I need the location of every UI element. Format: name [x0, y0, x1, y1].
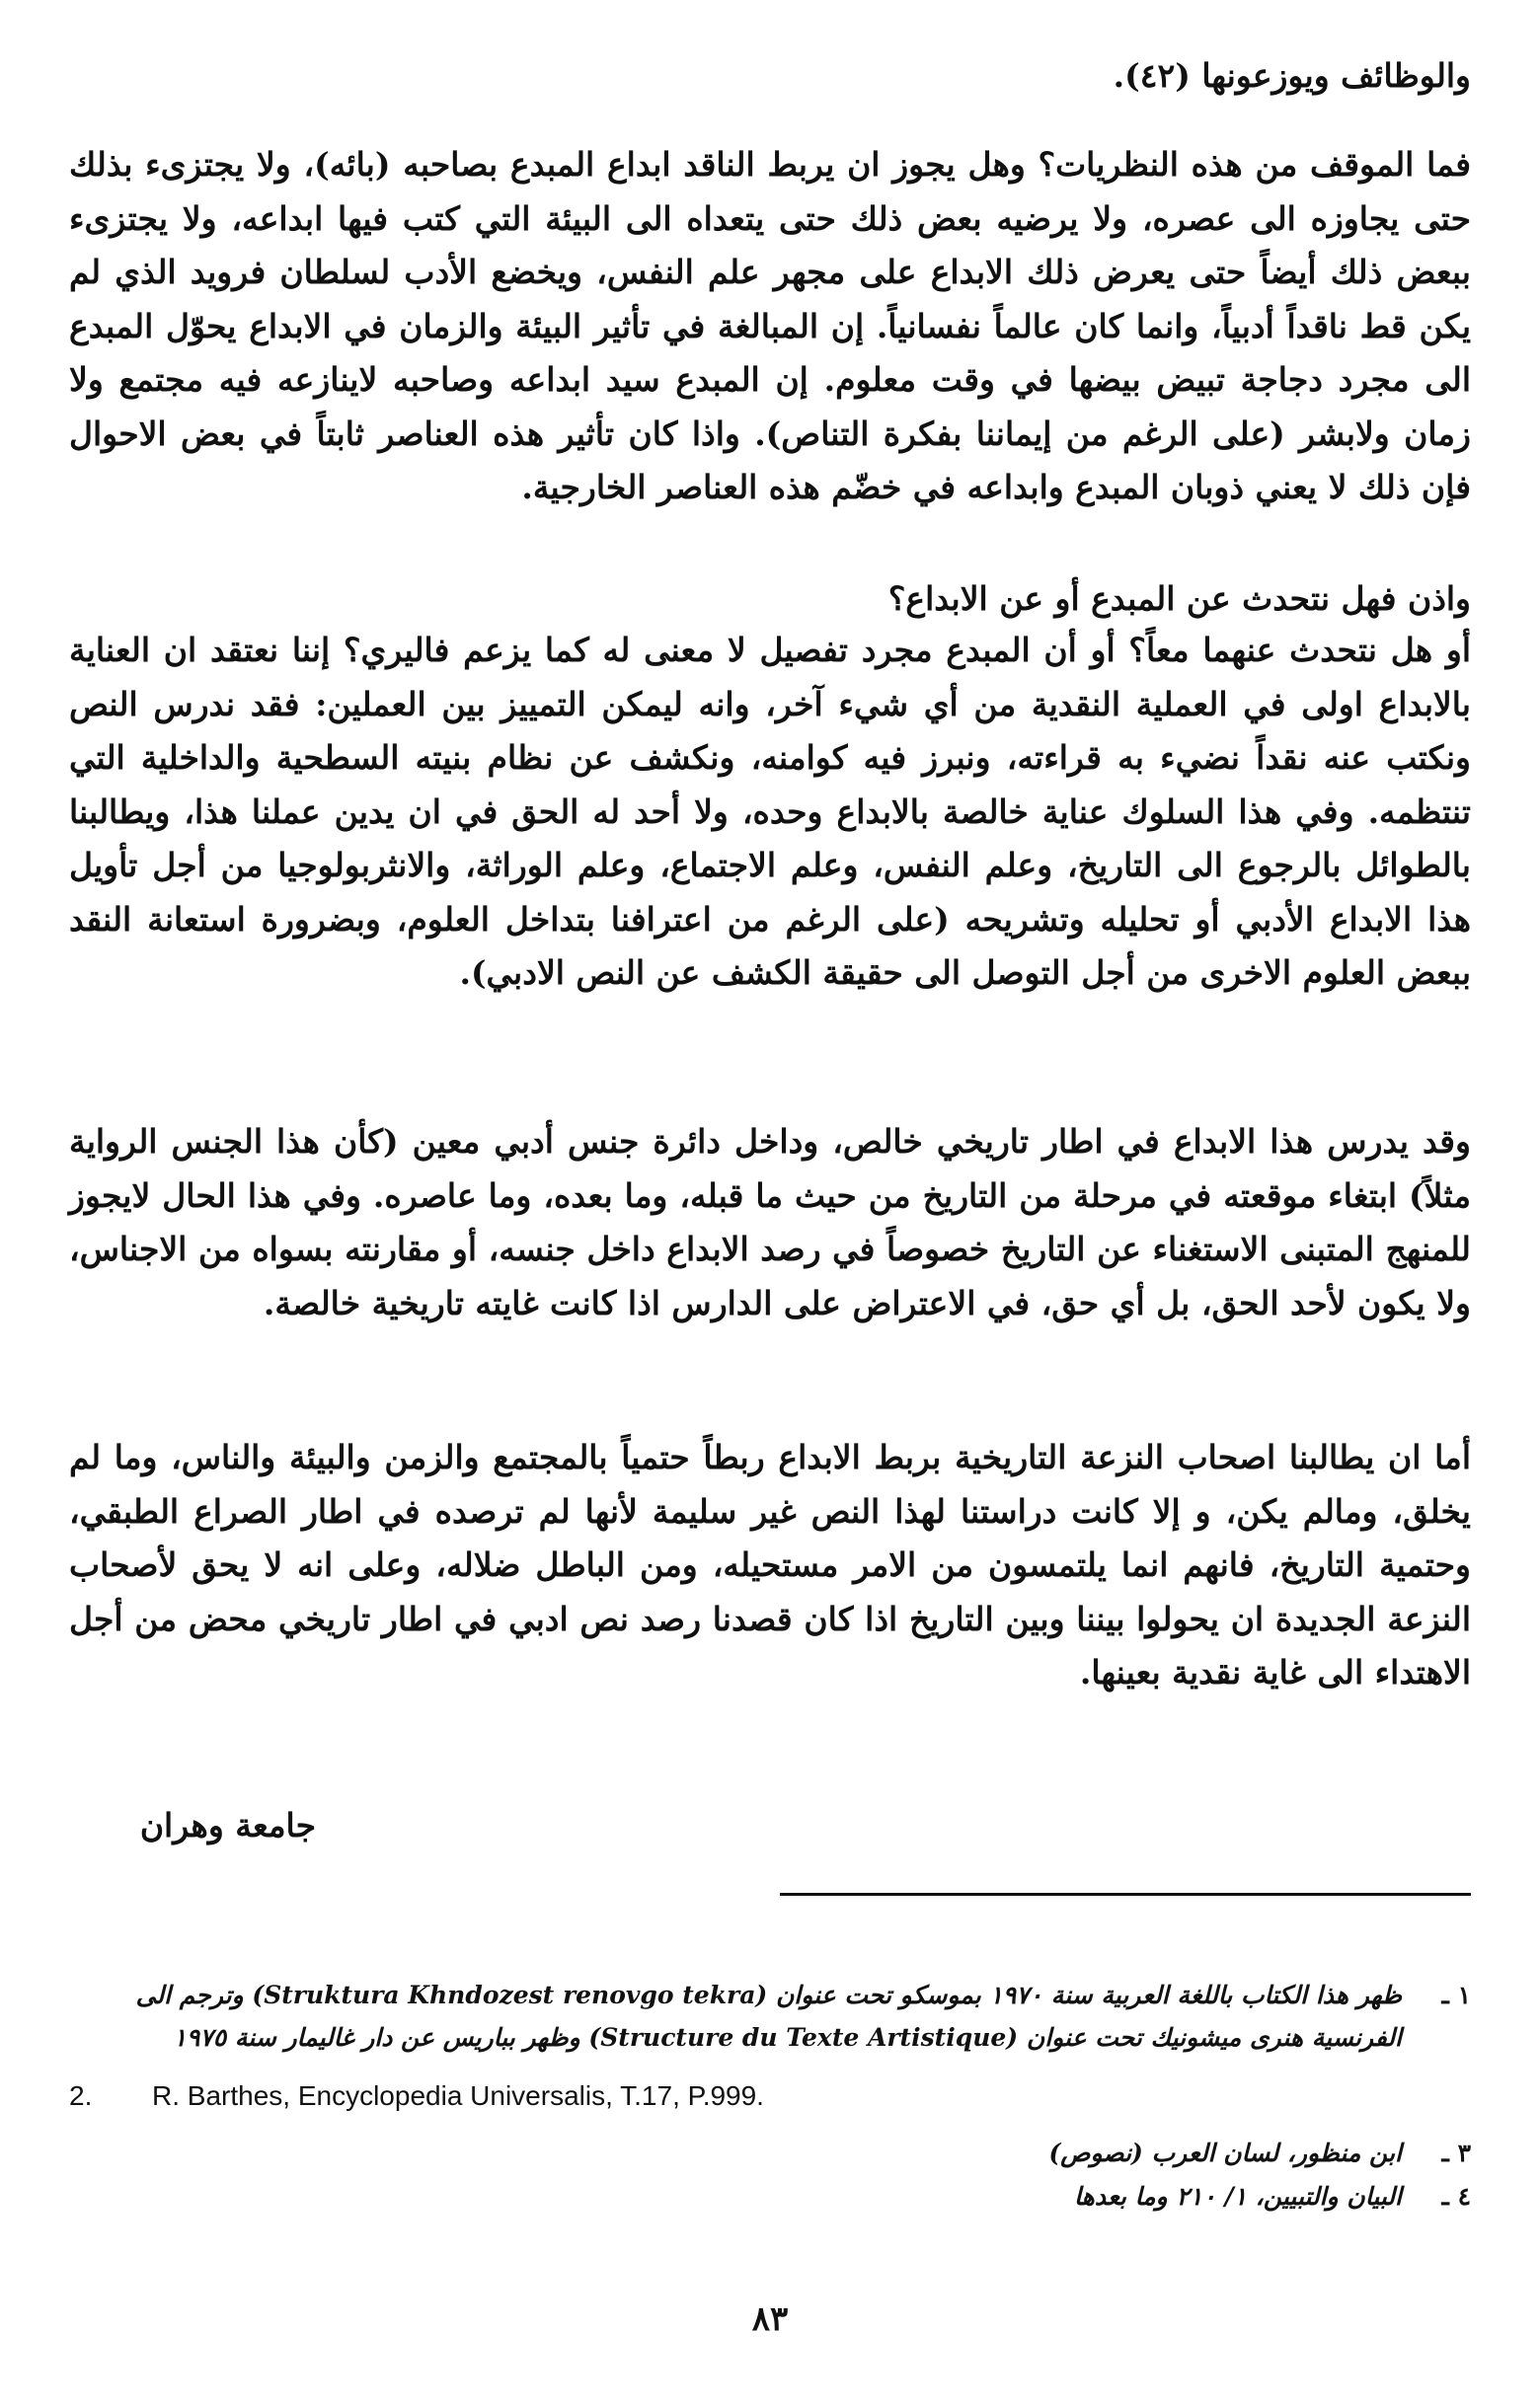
footnote-1: [69, 1974, 1471, 2017]
footnote-4: [69, 2175, 1471, 2219]
author-affiliation: جامعة وهران: [139, 1806, 316, 1844]
footnote-number: ٣ ـ: [1441, 2139, 1471, 2167]
footnote-3: [69, 2132, 1471, 2175]
paragraph: فما الموقف من هذه النظريات؟ وهل يجوز ان يربط الناقد ابداع المبدع بصاحبه (بائه)، ولا يجتزىء بذلك حتى يجاوزه الى عصره، ولا يرضيه بعض ذلك حتى يتعداه الى البيئة التي كتب فيها ابداعه، ولا يجتزىء ببعض ذلك أيضاً حتى يعرض ذلك الابداع على مجهر علم النفس، ويخضع الأدب لسلطان فرويد الذي لم يكن قط ناقداً أدبياً، وانما كان عالماً نفسانياً. إن المبالغة في تأثير البيئة والزمان في الابداع يحوّل المبدع الى مجرد دجاجة تبيض بيضها في وقت معلوم. إن المبدع سيد ابداعه وصاحبه لاينازعه فيه مجتمع ولا زمان ولابشر (على الرغم من إيماننا بفكرة التناص). واذا كان تأثير هذه العناصر ثابتاً في بعض الاحوال فإن ذلك لا يعني ذوبان المبدع وابداعه في خضّم هذه العناصر الخارجية.: [69, 145, 1471, 506]
paragraph-continuation: والوظائف ويوزعونها (٤٢).: [1113, 56, 1471, 95]
footnote-divider: [780, 1893, 1471, 1896]
paragraph: أو هل نتحدث عنهما معاً؟ أو أن المبدع مجرد تفصيل لا معنى له كما يزعم فاليري؟ إننا نعتقد ان العناية بالابداع اولى في العملية النقدية من أي شيء آخر، وانه ليمكن التمييز بين العملين: فقد ندرس النص ونكتب عنه نقداً نضيء به قراءته، ونبرز فيه كوامنه، ونكشف عن نظام بنيته السطحية والداخلية التي تنتظمه. وفي هذا السلوك عناية خالصة بالابداع وحده، ولا أحد له الحق في ان يدين عملنا هذا، ويطالبنا بالطوائل بالرجوع الى التاريخ، وعلم النفس، وعلم الاجتماع، وعلم الوراثة، والانثربولوجيا من أجل تأويل هذا الابداع الأدبي أو تحليله وتشريحه (على الرغم من اعترافنا بتداخل العلوم، وبضرورة استعانة النقد ببعض العلوم الاخرى من أجل التوصل الى حقيقة الكشف عن النص الادبي).: [69, 631, 1471, 992]
page-number: ٨٣: [751, 2299, 789, 2339]
footnote-text: الفرنسية هنرى ميشونيك تحت عنوان (Structure du Texte Artistique) وظهر بباريس عن دار غاليمار سنة ١٩٧٥: [173, 2023, 1402, 2052]
footnote-1-continued: [69, 2016, 1471, 2060]
document-page: [69, 39, 1471, 2369]
footnote-number: ٤ ـ: [1441, 2182, 1471, 2211]
footnote-text: البيان والتبيين، ١/ ٢١٠ وما بعدها: [1074, 2182, 1402, 2211]
paragraph: أما ان يطالبنا اصحاب النزعة التاريخية بربط الابداع ربطاً حتمياً بالمجتمع والزمن والبيئة والناس، وما لم يخلق، ومالم يكن، و إلا كانت دراستنا لهذا النص غير سليمة لأنها لم ترصده في اطار الصراع الطبقي، وحتمية التاريخ، فانهم انما يلتمسون من الامر مستحيله، ومن الباطل ضلاله، وعلى انه لا يحق لأصحاب النزعة الجديدة ان يحولوا بيننا وبين التاريخ اذا كان قصدنا رصد نص ادبي في اطار تاريخي محض من أجل الاهتداء الى غاية نقدية بعينها.: [69, 1438, 1471, 1692]
footnote-text: R. Barthes, Encyclopedia Universalis, T.17, P.999.: [152, 2080, 764, 2111]
footnote-number: ١ ـ: [1441, 1981, 1471, 2009]
footnote-2: [69, 2076, 1471, 2116]
footnote-text: ابن منظور، لسان العرب (نصوص): [1048, 2139, 1402, 2167]
paragraph: وقد يدرس هذا الابداع في اطار تاريخي خالص، وداخل دائرة جنس أدبي معين (كأن هذا الجنس الرواية مثلاً) ابتغاء موقعته في مرحلة من التاريخ من حيث ما قبله، وما بعده، وما عاصره. وفي هذا الحال لايجوز للمنهج المتبنى الاستغناء عن التاريخ خصوصاً في رصد الابداع داخل جنسه، أو مقارنته بسواه من الاجناس، ولا يكون لأحد الحق، بل أي حق، في الاعتراض على الدارس اذا كانت غايته تاريخية خالصة.: [69, 1122, 1471, 1322]
paragraph-question: واذن فهل نتحدث عن المبدع أو عن الابداع؟: [887, 579, 1471, 618]
footnote-text: ظهر هذا الكتاب باللغة العربية سنة ١٩٧٠ بموسكو تحت عنوان (Struktura Khndozest renovgo tekra) وترجم الى: [135, 1981, 1402, 2009]
footnote-number: 2.: [69, 2080, 93, 2111]
